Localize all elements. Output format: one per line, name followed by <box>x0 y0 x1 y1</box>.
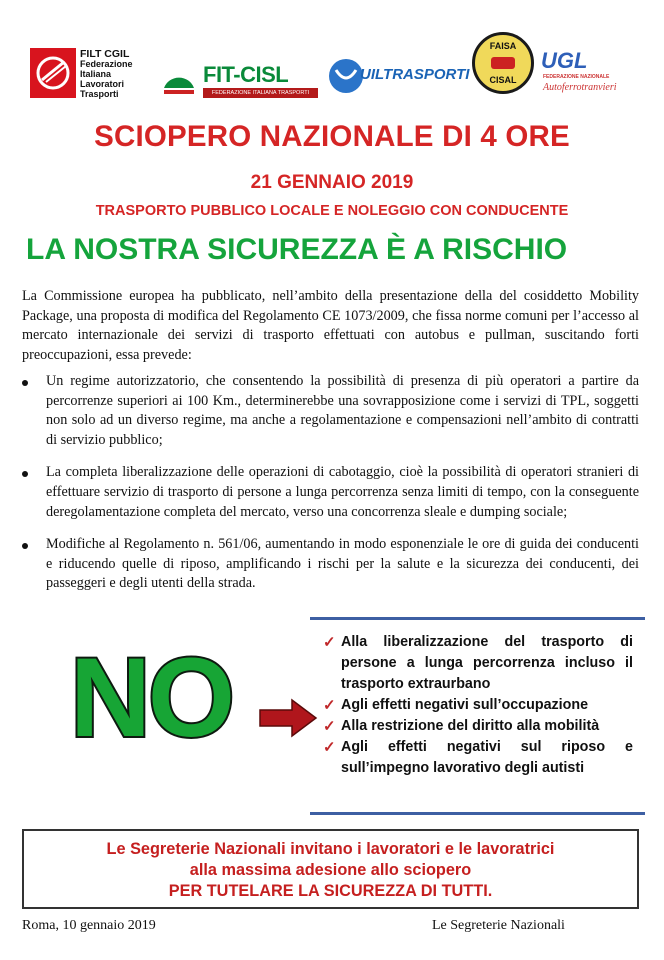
strike-date: 21 GENNAIO 2019 <box>250 172 414 193</box>
call-to-action-box: Le Segreterie Nazionali invitano i lavoratori e le lavoratrici alla massima adesione allo sciopero PER TUTELARE LA SICUREZZA DI TUTTI. <box>22 829 639 909</box>
divider-top <box>310 617 645 620</box>
divider-bottom <box>310 812 645 815</box>
fit-cisl-logo-text: FIT-CISL <box>203 62 289 87</box>
check-icon: ✓ <box>323 634 336 651</box>
list-item: ✓ Alla liberalizzazione del trasporto di persone a lunga percorrenza incluso il trasporto extraurbano <box>323 634 633 692</box>
no-word: NO <box>70 635 232 760</box>
bullet-icon <box>22 471 28 477</box>
proposal-points <box>22 372 639 607</box>
faisa-cisal-logo: FAISA CISAL <box>472 32 534 94</box>
list-item: ✓ Alla restrizione del diritto alla mobilità <box>323 718 600 735</box>
list-item: ✓ Agli effetti negativi sull’occupazione <box>323 697 589 714</box>
arrow-right-icon <box>258 698 318 738</box>
list-item: Modifiche al Regolamento n. 561/06, aumentando in modo esponenziale le ore di guida dei conducenti e riducendo quelle di riposo, amplificando i rischi per la salute e la sicurezza dei conducenti, dei passeggeri e degli utenti della strada. <box>22 535 639 594</box>
check-icon: ✓ <box>323 718 336 735</box>
union-logos <box>0 0 664 110</box>
filt-cgil-logo-text: FILT CGIL Federazione Italiana Lavoratori Trasporti <box>80 48 133 99</box>
list-item: Un regime autorizzatorio, che consentendo la possibilità di presenza di più operatori a partire da percorrenze superiori ai 100 Km., determinerebbe una sovrapposizione come i servizi di TPL, soggetti non solo ad un diverso regime, ma anche a regolamentazione e compensazioni nell’ambito di contratti di servizio pubblico; <box>22 372 639 450</box>
signature: Le Segreterie Nazionali <box>432 918 565 933</box>
check-icon: ✓ <box>323 739 336 756</box>
check-icon: ✓ <box>323 697 336 714</box>
bullet-icon <box>22 543 28 549</box>
uiltrasporti-logo-text: UILTRASPORTI <box>360 66 470 83</box>
reasons-list <box>323 632 633 779</box>
fit-cisl-logo-subtitle: FEDERAZIONE ITALIANA TRASPORTI <box>203 88 318 98</box>
bullet-icon <box>22 380 28 386</box>
fit-cisl-logo-mark <box>160 58 198 96</box>
place-date: Roma, 10 gennaio 2019 <box>22 918 156 933</box>
intro-paragraph: La Commissione europea ha pubblicato, nell’ambito della presentazione della del cosiddetto Mobility Package, una proposta di modifica del Regolamento CE 1073/2009, che fissa norme comuni per l’accesso al mercato internazionale dei servizi di trasporto effettuati con autobus e pullman, suscitando forti preoccupazioni, essa prevede: <box>22 288 639 363</box>
sector-subtitle: TRASPORTO PUBBLICO LOCALE E NOLEGGIO CON CONDUCENTE <box>95 203 569 219</box>
slogan: LA NOSTRA SICUREZZA È A RISCHIO <box>26 233 568 266</box>
filt-cgil-logo-mark <box>30 48 76 98</box>
ugl-logo: UGL FEDERAZIONE NAZIONALE Autoferrotranvieri <box>541 48 617 93</box>
list-item: ✓ Agli effetti negativi sul riposo e sull’impegno lavorativo degli autisti <box>323 739 633 776</box>
list-item: La completa liberalizzazione delle operazioni di cabotaggio, cioè la possibilità di operatori stranieri di effettuare servizio di trasporto di persone a lunga percorrenza senza limiti di tempo, con la conseguente deregolamentazione completa del mercato, verso una concorrenza sleale e dumping sociale; <box>22 463 639 522</box>
strike-headline: SCIOPERO NAZIONALE DI 4 ORE <box>94 120 570 153</box>
